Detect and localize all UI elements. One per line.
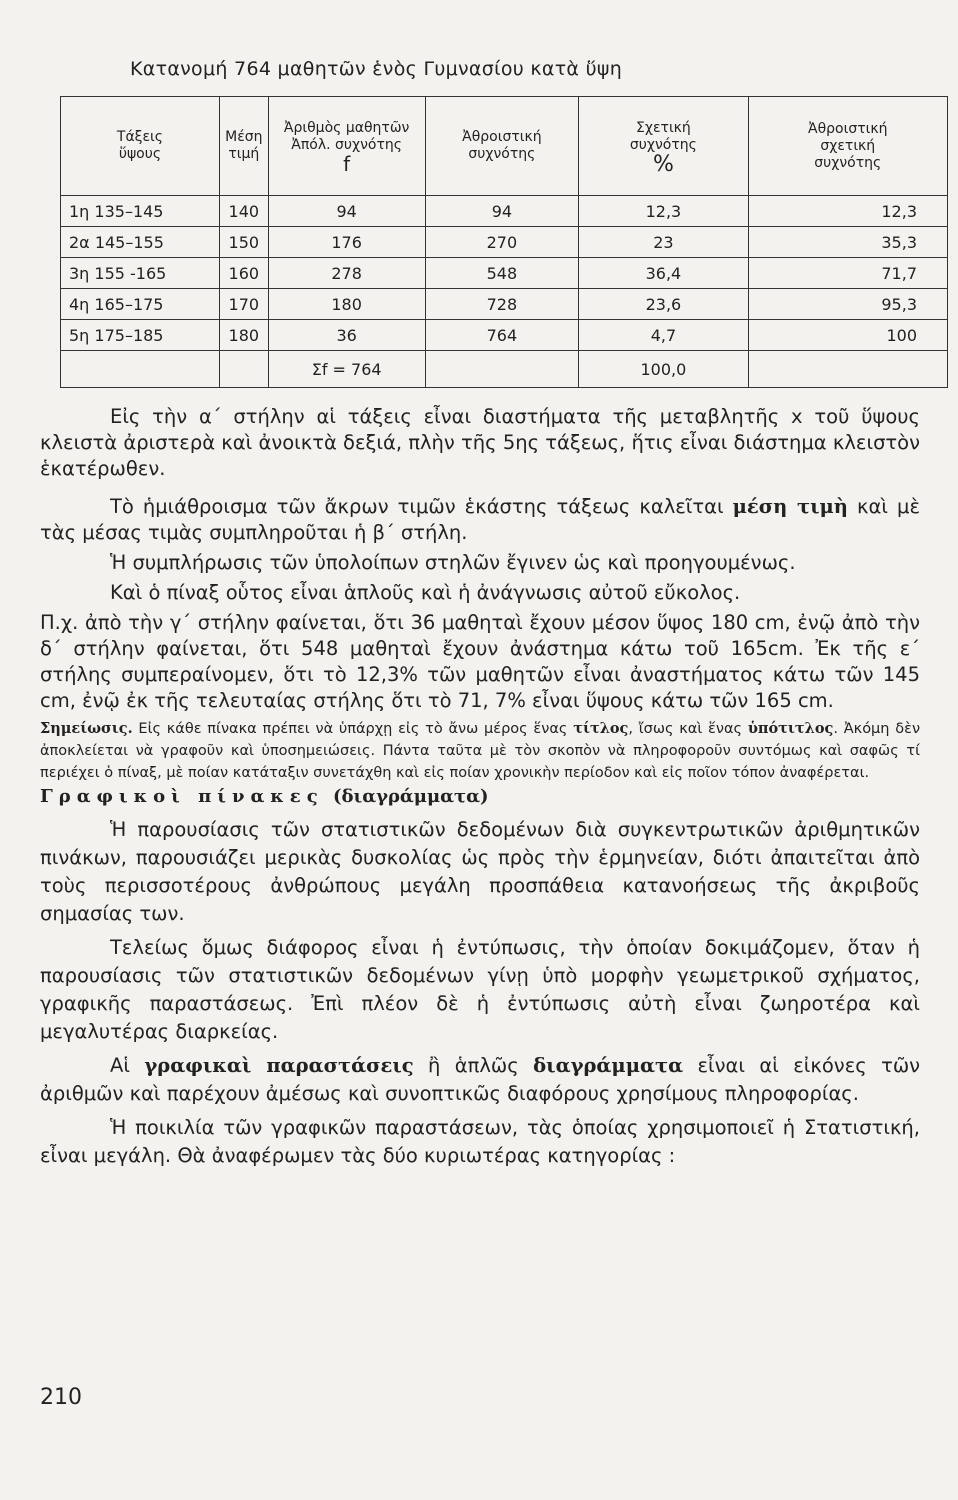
frequency-table — [60, 96, 948, 388]
table-header-row — [61, 97, 948, 196]
paragraph-3: Ἡ συμπλήρωσις τῶν ὑπολοίπων στηλῶν ἔγινεν ὡς καὶ προηγουμένως. — [110, 551, 796, 574]
header-abs-frequency: Ἀριθμὸς μαθητῶν Ἀπόλ. συχνότης f — [268, 97, 425, 196]
table-row: 3η 155 -165 160 278 548 36,4 71,7 — [61, 258, 948, 289]
note: Σημείωσις. Εἰς κάθε πίνακα πρέπει νὰ ὑπάρχῃ εἰς τὸ ἄνω μέρος ἕνας τίτλος, ἴσως καὶ ἕνας ὑπότιτλος. Ἀκόμη δὲν ἀποκλείεται νὰ γραφοῦν καὶ ὑποσημειώσεις. Πάντα ταῦτα μὲ τὸν σκοπὸν νὰ πληροφοροῦν συντόμως καὶ σαφῶς τί περιέχει ὁ πίναξ, μὲ ποίαν κατάταξιν συνετάχθη καὶ εἰς ποίαν χρονικὴν περίοδον καὶ εἰς ποῖον τόπον ἀναφέρεται. — [40, 720, 921, 781]
header-rel-frequency: Σχετική συχνότης % — [579, 97, 748, 196]
total-relative: 100,0 — [579, 351, 748, 388]
paragraph-6: Ἡ παρουσίασις τῶν στατιστικῶν δεδομένων διὰ συγκεντρωτικῶν ἀριθμητικῶν πινάκων, παρουσιάζει μερικὰς δυσκολίας ὡς πρὸς τὴν ἑρμηνείαν, διότι ἀπαιτεῖται ἀπὸ τοὺς περισσοτέρους ἀνθρώπους μεγάλη προσπάθεια κατανοήσεως τῆς ἀκριβοῦς σημασίας των. — [40, 818, 920, 925]
header-midpoint: Μέση τιμή — [219, 97, 268, 196]
header-classes: Τάξεις ὕψους — [61, 97, 220, 196]
paragraph-7: Τελείως ὅμως διάφορος εἶναι ἡ ἐντύπωσις, τὴν ὁποίαν δοκιμάζομεν, ὅταν ἡ παρουσίασις τῶν στατιστικῶν δεδομένων γίνῃ ὑπὸ μορφὴν γεωμετρικοῦ σχήματος, γραφικῆς παραστάσεως. Ἐπὶ πλέον δὲ ἡ ἐντύπωσις αὐτὴ εἶναι ζωηροτέρα καὶ μεγαλυτέρας διαρκείας. — [40, 936, 920, 1043]
paragraph-1: Εἰς τὴν α΄ στήλην αἱ τάξεις εἶναι διαστήματα τῆς μεταβλητῆς x τοῦ ὕψους κλειστὰ ἀριστερὰ καὶ ἀνοικτὰ δεξιά, πλὴν τῆς 5ης τάξεως, ἥτις εἶναι διάστημα κλειστὸν ἑκατέρωθεν. — [40, 405, 920, 480]
table-row: 4η 165–175 170 180 728 23,6 95,3 — [61, 289, 948, 320]
paragraph-4: Καὶ ὁ πίναξ οὗτος εἶναι ἁπλοῦς καὶ ἡ ἀνάγνωσις αὐτοῦ εὔκολος. — [110, 581, 741, 604]
page-number: 210 — [40, 1385, 82, 1410]
section-heading: Γραφικοὶ πίνακες (διαγράμματα) — [40, 786, 489, 807]
table-title: Κατανομή 764 μαθητῶν ἑνὸς Γυμνασίου κατὰ ὕψη — [130, 58, 623, 80]
paragraph-8: Αἱ γραφικαὶ παραστάσεις ἢ ἁπλῶς διαγράμματα εἶναι αἱ εἰκόνες τῶν ἀριθμῶν καὶ παρέχουν ἀμέσως καὶ συνοπτικῶς διαφόρους χρησίμους πληροφορίας. — [40, 1054, 921, 1105]
paragraph-2: Τὸ ἡμιάθροισμα τῶν ἄκρων τιμῶν ἑκάστης τάξεως καλεῖται μέση τιμὴ καὶ μὲ τὰς μέσας τιμὰς συμπληροῦται ἡ β΄ στήλη. — [40, 495, 920, 544]
table-row: 5η 175–185 180 36 764 4,7 100 — [61, 320, 948, 351]
table-row: 1η 135–145 140 94 94 12,3 12,3 — [61, 196, 948, 227]
header-cum-frequency: Ἀθροιστική συχνότης — [425, 97, 579, 196]
body-text — [40, 404, 920, 1170]
total-frequency: Σf = 764 — [268, 351, 425, 388]
paragraph-9: Ἡ ποικιλία τῶν γραφικῶν παραστάσεων, τὰς ὁποίας χρησιμοποιεῖ ἡ Στατιστική, εἶναι μεγάλη. Θὰ ἀναφέρωμεν τὰς δύο κυριωτέρας κατηγορίας : — [40, 1116, 920, 1167]
table-total-row — [61, 351, 948, 388]
header-cum-rel-frequency: Ἀθροιστική σχετική συχνότης — [748, 97, 947, 196]
table-row: 2α 145–155 150 176 270 23 35,3 — [61, 227, 948, 258]
paragraph-5: Π.χ. ἀπὸ τὴν γ΄ στήλην φαίνεται, ὅτι 36 μαθηταὶ ἔχουν μέσον ὕψος 180 cm, ἐνῷ ἀπὸ τὴν δ΄ στήλην φαίνεται, ὅτι 548 μαθηταὶ ἔχουν ἀνάστημα κάτω τοῦ 165cm. Ἐκ τῆς ε΄ στήλης συμπεραίνομεν, ὅτι τὸ 12,3% τῶν μαθητῶν εἶναι ἀναστήματος κάτω τῶν 145 cm, ἐνῷ ἐκ τῆς τελευταίας στήλης ὅτι τὸ 71, 7% εἶναι ὕψους κάτω τῶν 165 cm. — [40, 611, 920, 712]
